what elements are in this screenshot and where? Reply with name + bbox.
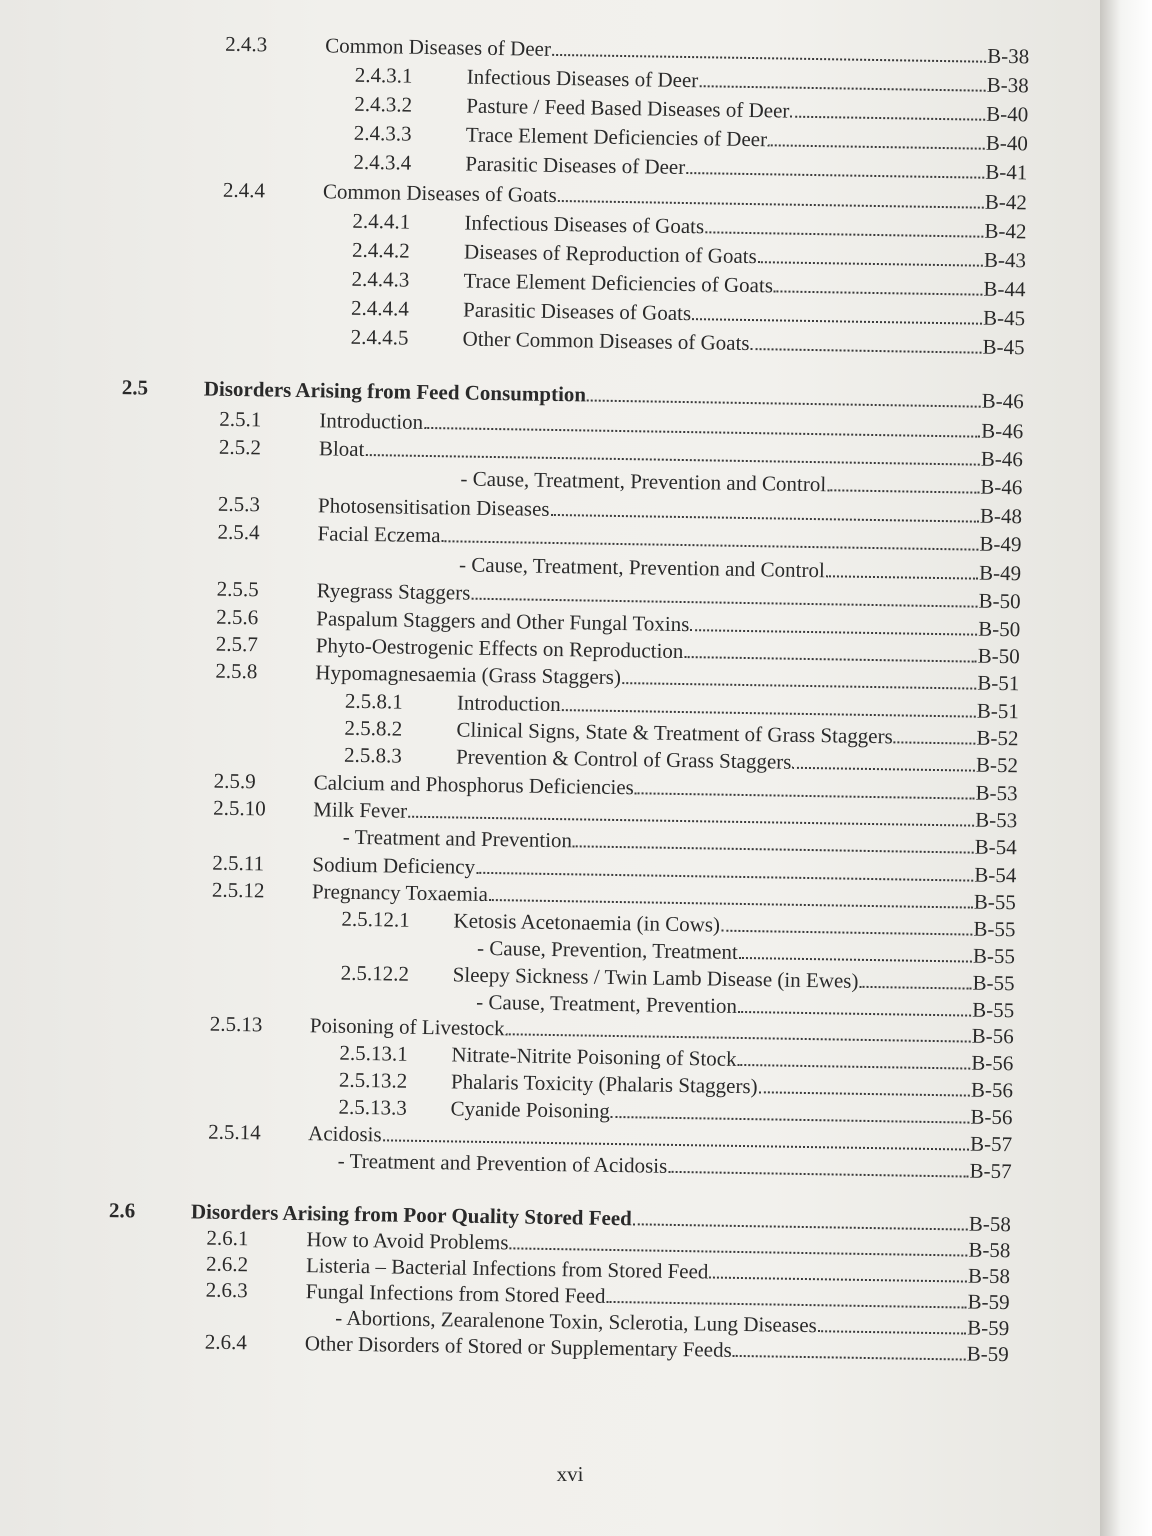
dot-leader xyxy=(587,381,981,407)
page-reference: B-46 xyxy=(980,474,1023,500)
dot-leader xyxy=(552,36,987,63)
section-title: Hypomagnesaemia (Grass Staggers) xyxy=(315,660,622,690)
section-title: Ketosis Acetonaemia (in Cows) xyxy=(453,908,721,937)
section-number: 2.5.12 xyxy=(211,877,265,903)
section-number: 2.4.4.4 xyxy=(350,295,410,321)
page-reference: B-49 xyxy=(978,560,1022,586)
section-title: Facial Eczema xyxy=(317,521,441,548)
dot-leader xyxy=(792,749,975,772)
dot-leader xyxy=(684,638,977,663)
section-number: 2.5.8 xyxy=(215,658,258,684)
page-reference: B-52 xyxy=(975,752,1019,778)
page-reference: B-42 xyxy=(984,218,1027,244)
dot-leader xyxy=(668,1153,969,1178)
section-title: Other Common Diseases of Goats xyxy=(462,326,750,356)
page-reference: B-38 xyxy=(986,43,1030,69)
section-number: 2.5 xyxy=(121,375,149,400)
page-reference: B-38 xyxy=(986,72,1029,98)
section-number: 2.6.2 xyxy=(205,1251,249,1277)
page-reference: B-55 xyxy=(972,943,1016,969)
section-number: 2.6 xyxy=(108,1198,136,1223)
section-number: 2.5.13.2 xyxy=(338,1067,408,1093)
section-number: 2.4.4.1 xyxy=(352,208,411,234)
dot-leader xyxy=(721,912,973,936)
dot-leader xyxy=(894,723,976,744)
section-number: 2.5.8.3 xyxy=(343,742,403,768)
section-number: 2.4.3.1 xyxy=(354,62,413,88)
section-number: 2.6.3 xyxy=(205,1277,248,1303)
section-number: 2.4.3.2 xyxy=(354,91,413,117)
page-reference: B-46 xyxy=(981,388,1024,414)
section-number: 2.5.13.3 xyxy=(338,1094,408,1120)
dot-leader xyxy=(622,664,977,690)
page-reference: B-55 xyxy=(972,970,1015,996)
dot-leader xyxy=(733,1337,966,1361)
section-title: Parasitic Diseases of Goats xyxy=(462,297,692,326)
section-number: 2.4.3.3 xyxy=(353,120,412,146)
section-number: 2.5.13.1 xyxy=(339,1040,408,1066)
section-title: - Cause, Prevention, Treatment xyxy=(476,935,738,964)
page-reference: B-58 xyxy=(968,1211,1012,1237)
section-title: Paspalum Staggers and Other Fungal Toxins xyxy=(316,606,690,637)
section-title: Pasture / Feed Based Diseases of Deer xyxy=(466,93,790,123)
page-reference: B-53 xyxy=(975,780,1018,806)
section-number: 2.5.7 xyxy=(215,631,259,657)
section-title: Cyanide Poisoning xyxy=(450,1096,611,1123)
section-number: 2.4.4 xyxy=(222,177,266,203)
page-reference: B-42 xyxy=(984,189,1028,215)
section-title: Trace Element Deficiencies of Goats xyxy=(463,268,774,298)
dot-leader xyxy=(774,272,983,295)
dot-leader xyxy=(611,1098,970,1124)
section-title: Other Disorders of Stored or Supplementary Feeds xyxy=(304,1331,732,1362)
section-title: Fungal Infections from Stored Feed xyxy=(305,1279,606,1308)
section-number: 2.4.3 xyxy=(225,31,268,57)
section-title: Nitrate-Nitrite Poisoning of Stock xyxy=(451,1042,737,1071)
page-reference: B-51 xyxy=(977,670,1020,696)
page-reference: B-43 xyxy=(983,247,1027,273)
section-number: 2.5.8.2 xyxy=(344,715,403,741)
page-reference: B-40 xyxy=(986,101,1029,127)
section-number: 2.5.12.1 xyxy=(341,906,410,932)
page-reference: B-45 xyxy=(982,334,1025,360)
dot-leader xyxy=(633,1205,968,1230)
section-title: - Treatment and Prevention of Acidosis xyxy=(337,1148,668,1178)
section-title: Pregnancy Toxaemia xyxy=(311,879,489,906)
dot-leader xyxy=(739,939,973,963)
section-title: Disorders Arising from Poor Quality Stored Feed xyxy=(190,1199,633,1231)
section-title: - Cause, Treatment, Prevention xyxy=(476,989,738,1018)
section-title: Disorders Arising from Feed Consumption xyxy=(203,376,587,407)
section-title: Infectious Diseases of Goats xyxy=(464,210,705,239)
section-number: 2.5.9 xyxy=(213,768,256,794)
section-title: Photosensitisation Diseases xyxy=(317,493,550,521)
page-reference: B-54 xyxy=(974,834,1017,860)
page-reference: B-53 xyxy=(974,807,1018,833)
dot-leader xyxy=(738,993,972,1017)
section-title: Clinical Signs, State & Treatment of Grass Staggers xyxy=(456,717,893,749)
dot-leader xyxy=(606,1283,966,1309)
page-reference: B-58 xyxy=(968,1237,1011,1263)
section-number: 2.5.13 xyxy=(209,1011,263,1037)
dot-leader xyxy=(699,67,986,91)
section-number: 2.5.10 xyxy=(213,795,266,821)
section-title: Milk Fever xyxy=(313,797,408,823)
section-title: How to Avoid Problems xyxy=(306,1227,509,1255)
section-number: 2.4.3.4 xyxy=(353,149,412,175)
page-reference: B-44 xyxy=(983,276,1026,302)
section-title: Introduction xyxy=(456,690,561,717)
page-reference: B-48 xyxy=(979,503,1023,529)
page-edge xyxy=(1100,0,1152,1536)
page-reference: B-46 xyxy=(981,418,1024,444)
section-title: Ryegrass Staggers xyxy=(316,578,471,605)
section-title: Introduction xyxy=(319,408,424,434)
section-number: 2.5.5 xyxy=(216,576,259,602)
dot-leader xyxy=(750,330,981,354)
page-reference: B-59 xyxy=(967,1315,1010,1341)
section-title: Infectious Diseases of Deer xyxy=(466,64,699,93)
section-title: Poisoning of Livestock xyxy=(309,1013,505,1041)
section-title: Acidosis xyxy=(307,1121,382,1147)
page-reference: B-45 xyxy=(982,305,1026,331)
page-reference: B-52 xyxy=(976,725,1019,751)
page-reference: B-51 xyxy=(976,698,1020,724)
page-reference: B-57 xyxy=(969,1131,1013,1157)
page-reference: B-54 xyxy=(974,862,1017,888)
page-reference: B-46 xyxy=(980,446,1024,472)
section-title: Bloat xyxy=(318,436,365,461)
page-number: xvi xyxy=(556,1462,584,1486)
dot-leader xyxy=(686,154,984,179)
section-title: - Treatment and Prevention xyxy=(342,824,573,853)
page-reference: B-58 xyxy=(967,1263,1011,1289)
dot-leader xyxy=(768,126,985,149)
section-number: 2.6.4 xyxy=(204,1329,248,1355)
dot-leader xyxy=(692,300,982,325)
page-reference: B-49 xyxy=(979,531,1022,557)
dot-leader xyxy=(759,1073,971,1096)
section-title: Listeria – Bacterial Infections from Stored Feed xyxy=(305,1253,709,1284)
section-number: 2.4.4.2 xyxy=(351,237,410,263)
page-reference: B-50 xyxy=(977,616,1021,642)
section-number: 2.4.4.3 xyxy=(351,266,410,292)
section-title: - Abortions, Zearalenone Toxin, Sclerotia, Lung Diseases xyxy=(335,1305,818,1338)
page-reference: B-56 xyxy=(970,1077,1014,1103)
page-reference: B-56 xyxy=(971,1023,1014,1049)
section-title: Phyto-Oestrogenic Effects on Reproduction xyxy=(315,633,684,664)
dot-leader xyxy=(827,471,980,493)
dot-leader xyxy=(826,557,979,579)
section-title: Prevention & Control of Grass Staggers xyxy=(455,744,792,774)
dot-leader xyxy=(737,1046,970,1070)
section-number: 2.5.3 xyxy=(217,491,261,517)
page-reference: B-56 xyxy=(970,1104,1013,1130)
dot-leader xyxy=(758,243,984,267)
section-number: 2.5.4 xyxy=(217,519,260,545)
section-title: Common Diseases of Deer xyxy=(325,33,552,61)
section-title: - Cause, Treatment, Prevention and Control xyxy=(458,552,825,583)
section-title: Sleepy Sickness / Twin Lamb Disease (in Ewes) xyxy=(452,962,859,993)
dot-leader xyxy=(705,213,984,237)
section-title: Phalaris Toxicity (Phalaris Staggers) xyxy=(450,1069,758,1099)
page-reference: B-55 xyxy=(972,997,1015,1023)
section-title: Diseases of Reproduction of Goats xyxy=(463,239,757,269)
section-number: 2.4.4.5 xyxy=(350,324,409,350)
section-number: 2.5.2 xyxy=(218,434,262,460)
section-title: Parasitic Diseases of Deer xyxy=(465,151,686,179)
dot-leader xyxy=(558,182,984,209)
section-number: 2.6.1 xyxy=(206,1225,249,1251)
page-reference: B-59 xyxy=(967,1289,1010,1315)
page-reference: B-55 xyxy=(973,889,1017,915)
section-number: 2.5.11 xyxy=(212,850,265,876)
section-title: Sodium Deficiency xyxy=(312,852,476,879)
dot-leader xyxy=(859,968,971,990)
dot-leader xyxy=(790,98,985,121)
section-title: Common Diseases of Goats xyxy=(322,179,558,207)
page-reference: B-55 xyxy=(973,916,1016,942)
dot-leader xyxy=(709,1259,967,1283)
page-reference: B-50 xyxy=(978,588,1021,614)
section-number: 2.5.14 xyxy=(207,1119,261,1145)
page-reference: B-41 xyxy=(985,159,1028,185)
page-reference: B-50 xyxy=(977,643,1020,669)
section-title: - Cause, Treatment, Prevention and Control xyxy=(460,466,827,497)
dot-leader xyxy=(635,774,975,799)
section-number: 2.5.8.1 xyxy=(344,688,403,714)
page-reference: B-56 xyxy=(971,1050,1014,1076)
page-reference: B-57 xyxy=(969,1158,1012,1184)
dot-leader xyxy=(550,496,979,523)
section-number: 2.5.1 xyxy=(219,406,262,432)
section-number: 2.5.6 xyxy=(216,604,259,630)
section-title: Calcium and Phosphorus Deficiencies xyxy=(313,770,635,800)
section-title: Trace Element Deficiencies of Deer xyxy=(465,122,768,152)
section-number: 2.5.12.2 xyxy=(340,960,410,986)
dot-leader xyxy=(690,611,977,636)
page-reference: B-59 xyxy=(966,1341,1009,1367)
page-reference: B-40 xyxy=(985,130,1028,156)
dot-leader xyxy=(818,1312,967,1334)
